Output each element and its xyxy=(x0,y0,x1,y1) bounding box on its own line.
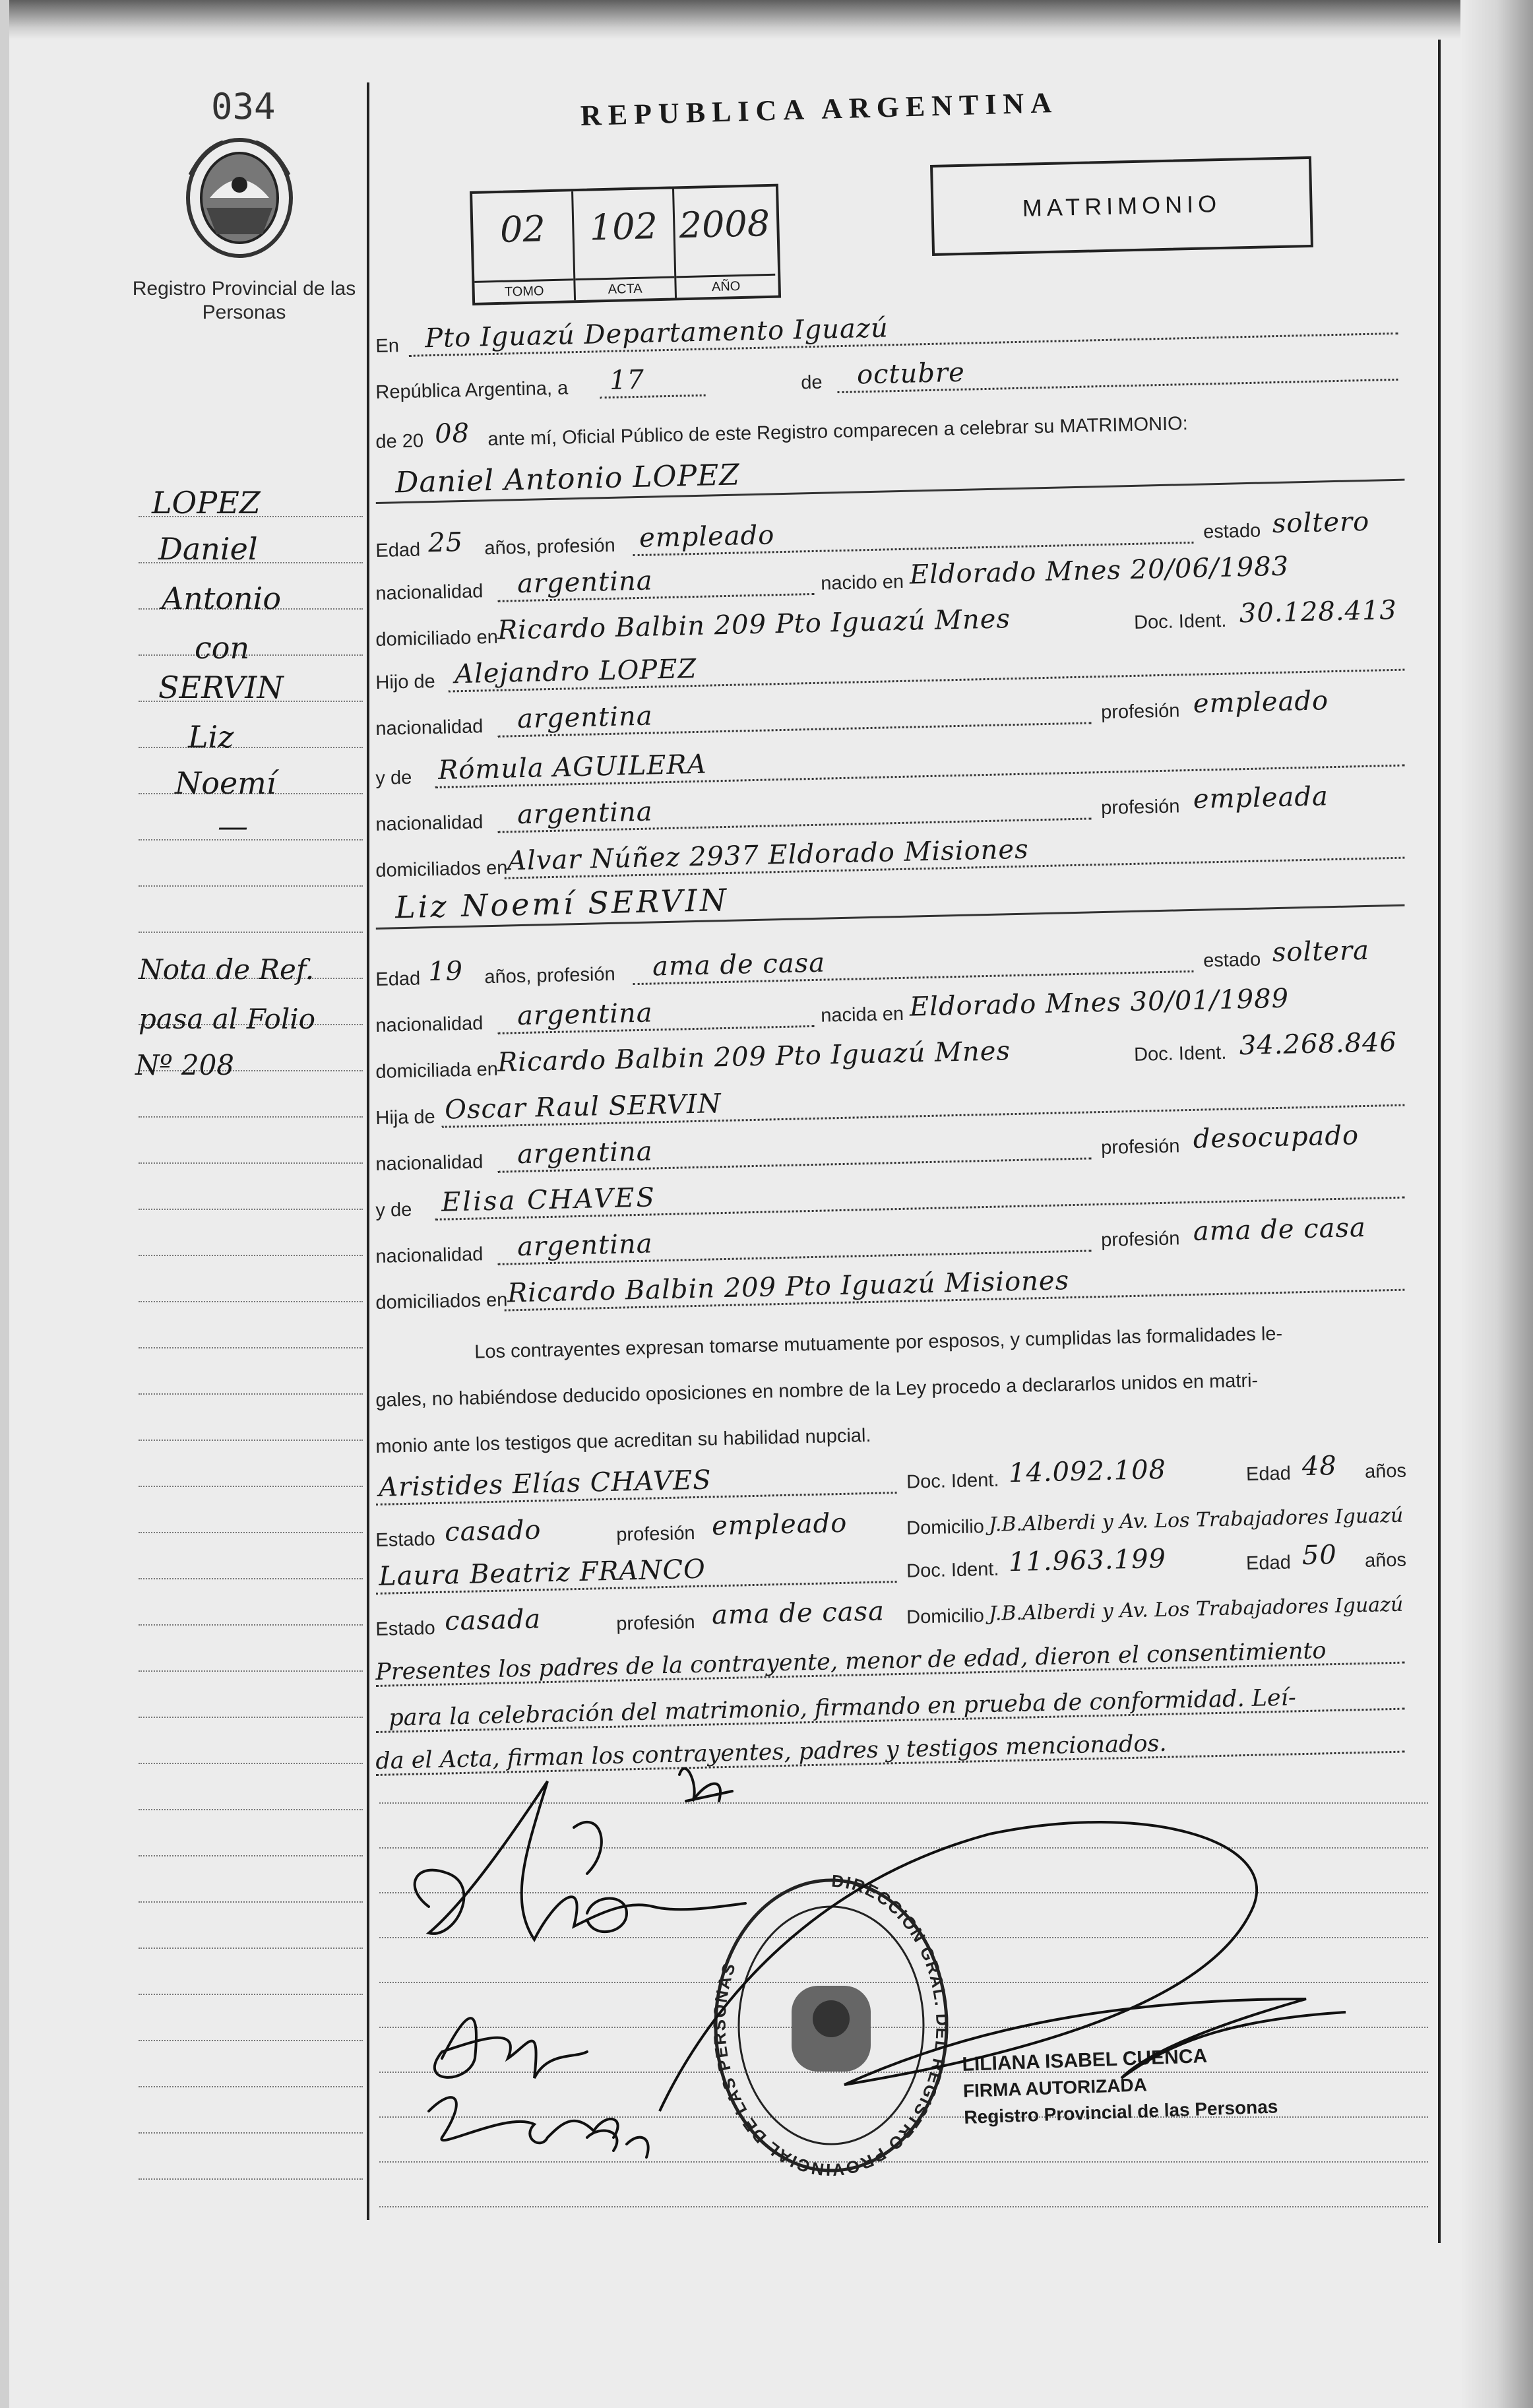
witness-1-doc: 14.092.108 xyxy=(1008,1454,1167,1489)
groom-nationality: argentina xyxy=(516,565,654,600)
witness-1-age: 48 xyxy=(1301,1450,1338,1482)
bride-father-nationality: argentina xyxy=(516,1136,654,1170)
anio-label: AÑO xyxy=(676,274,776,298)
groom-nationality-row: nacionalidad argentina nacido en Eldorado Mnes 20/06/1983 xyxy=(375,551,1290,605)
bride-doc: 34.268.846 xyxy=(1239,1027,1398,1061)
witness-1-profession: empleado xyxy=(711,1507,848,1542)
margin-rule xyxy=(139,745,363,748)
witness-2-profession: ama de casa xyxy=(711,1596,885,1631)
signature-6 xyxy=(587,2131,648,2157)
groom-mother-nationality: argentina xyxy=(516,796,654,831)
official-office: Registro Provincial de las Personas xyxy=(963,2096,1278,2128)
margin-rule xyxy=(139,1531,363,1533)
bride-mother-nationality: argentina xyxy=(516,1228,654,1263)
margin-rule xyxy=(139,1946,363,1949)
groom-age-row: Edad 25 años, profesión empleado estado soltero xyxy=(375,506,1370,562)
registry-name: Registro Provincial de las Personas xyxy=(132,278,356,323)
body-rule xyxy=(379,2205,1428,2207)
declaration-line-1: Los contrayentes expresan tomarse mutuamente por esposos, y cumplidas las formalidades le- xyxy=(474,1323,1283,1363)
margin-first-name-groom: Daniel xyxy=(158,531,258,567)
acta-value: 102 xyxy=(589,205,658,249)
scan-shadow-top xyxy=(0,0,1533,40)
bride-status: soltera xyxy=(1272,935,1370,968)
signature-4 xyxy=(435,2018,587,2078)
place-value: Pto Iguazú Departamento Iguazú xyxy=(424,313,889,354)
margin-surname-groom: LOPEZ xyxy=(152,485,261,521)
place-label: En xyxy=(375,335,400,358)
scan-edge-left xyxy=(0,0,9,2408)
margin-rule xyxy=(139,1992,363,1995)
margin-rule xyxy=(139,1808,363,1810)
margin-rule xyxy=(139,1854,363,1856)
margin-rule xyxy=(139,1715,363,1718)
bride-father: Oscar Raul SERVIN xyxy=(444,1089,722,1125)
margin-note-line-1: Nota de Ref. xyxy=(139,953,315,986)
witness-1-row: Aristides Elías CHAVES Doc. Ident. 14.092.108 Edad 48 años xyxy=(375,1441,1424,1511)
date-year-prefix: de 20 xyxy=(375,430,424,453)
bride-parents-dom-row: domiciliados en Ricardo Balbin 209 Pto Iguazú Misiones xyxy=(375,1250,1424,1319)
margin-rule xyxy=(139,930,363,933)
official-name: LILIANA ISABEL CUENCA xyxy=(962,2045,1208,2076)
margin-dash: — xyxy=(218,808,248,844)
tomo-value: 02 xyxy=(499,208,546,251)
margin-middle-name-bride: Noemí xyxy=(175,765,276,801)
declaration-line-3: monio ante los testigos que acreditan su habilidad nupcial. xyxy=(375,1424,871,1458)
bride-father-row: Hija de Oscar Raul SERVIN xyxy=(375,1065,1424,1135)
witness-2-detail-row: Estado casada profesión ama de casa Domicilio J.B.Alberdi y Av. Los Trabajadores Iguazú xyxy=(375,1593,1404,1641)
margin-note-line-3: Nº 208 xyxy=(135,1049,235,1081)
date-day: 17 xyxy=(609,364,645,396)
margin-rule xyxy=(139,1484,363,1487)
anio-value: 2008 xyxy=(678,202,770,247)
bride-age: 19 xyxy=(427,955,464,988)
margin-rule xyxy=(139,2085,363,2087)
date-tail: ante mí, Oficial Público de este Registro comparecen a celebrar su MATRIMONIO: xyxy=(487,413,1189,451)
margin-rule xyxy=(139,1115,363,1118)
bride-mother: Elisa CHAVES xyxy=(441,1182,657,1218)
margin-rule xyxy=(139,1207,363,1210)
bride-profession: ama de casa xyxy=(652,947,826,982)
official-title: FIRMA AUTORIZADA xyxy=(962,2074,1148,2101)
groom-mother-row: y de Rómula AGUILERA xyxy=(375,725,1424,795)
tomo-label: TOMO xyxy=(474,278,574,303)
bride-age-row: Edad 19 años, profesión ama de casa estado soltera xyxy=(375,935,1370,991)
witness-2-row: Laura Beatriz FRANCO Doc. Ident. 11.963.199 Edad 50 años xyxy=(375,1530,1424,1600)
tomo-cell xyxy=(472,191,576,303)
note-line-1: Presentes los padres de la contrayente, menor de edad, dieron el consentimiento xyxy=(375,1622,1424,1692)
margin-rule xyxy=(139,1161,363,1164)
groom-parents-dom-row: domiciliados en Alvar Núñez 2937 Eldorado Misiones xyxy=(375,817,1424,887)
groom-domicile: Ricardo Balbin 209 Pto Iguazú Mnes xyxy=(497,604,1011,646)
witness-1-name: Aristides Elías CHAVES xyxy=(378,1465,712,1503)
margin-rule xyxy=(139,653,363,656)
bride-mother-profession: ama de casa xyxy=(1193,1212,1367,1247)
bride-nationality: argentina xyxy=(516,998,654,1032)
margin-rule xyxy=(139,1253,363,1256)
margin-rule xyxy=(139,1438,363,1441)
scan-shadow-right xyxy=(1460,0,1533,2408)
folio-number: 034 xyxy=(211,86,276,127)
bride-mother-row: y de Elisa CHAVES xyxy=(375,1157,1424,1227)
margin-rule xyxy=(139,1300,363,1302)
witness-2-name: Laura Beatriz FRANCO xyxy=(378,1554,706,1592)
acta-cell xyxy=(573,189,677,300)
note-line-3: da el Acta, firman los contrayentes, padres y testigos mencionados. xyxy=(375,1711,1424,1781)
date-year-suffix: 08 xyxy=(434,418,470,449)
date-mid: de xyxy=(800,371,823,394)
bride-nationality-row: nacionalidad argentina nacida en Eldorado Mnes 30/01/1989 xyxy=(375,983,1290,1037)
groom-profession: empleado xyxy=(639,520,775,554)
groom-birthplace: Eldorado Mnes 20/06/1983 xyxy=(909,551,1290,590)
margin-middle-name-groom: Antonio xyxy=(162,581,282,616)
witness-2-doc: 11.963.199 xyxy=(1008,1543,1167,1578)
margin-rule xyxy=(139,1669,363,1672)
margin-note-line-2: pasa al Folio xyxy=(139,1003,315,1035)
witness-1-status: casado xyxy=(444,1515,542,1548)
margin-rule xyxy=(139,1346,363,1348)
anio-cell xyxy=(674,187,776,298)
signature-3 xyxy=(679,1769,732,1801)
groom-father: Alejandro LOPEZ xyxy=(454,653,697,690)
date-prefix: República Argentina, a xyxy=(375,377,569,404)
country-title: REPUBLICA ARGENTINA xyxy=(580,86,1059,132)
margin-surname-bride: SERVIN xyxy=(158,670,284,705)
margin-rule xyxy=(139,1392,363,1395)
groom-father-nat-row: nacionalidad argentina profesión empleado xyxy=(375,685,1329,740)
declaration-line-2: gales, no habiéndose deducido oposiciones en nombre de la Ley procedo a declararlos unidos en matri- xyxy=(375,1370,1259,1412)
note-line-2: para la celebración del matrimonio, firmando en prueba de conformidad. Leí- xyxy=(375,1668,1424,1738)
bride-name: Liz Noemí SERVIN xyxy=(394,881,730,926)
margin-rule xyxy=(139,1577,363,1579)
groom-mother-profession: empleada xyxy=(1193,781,1329,815)
groom-age: 25 xyxy=(427,526,464,559)
groom-parents-domicile: Alvar Núñez 2937 Eldorado Misiones xyxy=(507,834,1030,877)
margin-rule xyxy=(139,2177,363,2180)
witness-1-domicile: J.B.Alberdi y Av. Los Trabajadores Iguazú xyxy=(988,1504,1404,1537)
stamp-ring-text: DIRECCION GRAL. DEL REGISTRO PROVINCIAL DE LAS PERSONAS xyxy=(709,1870,953,2180)
margin-conjunction: con xyxy=(195,630,250,666)
groom-father-row: Hijo de Alejandro LOPEZ xyxy=(375,629,1424,699)
groom-father-nationality: argentina xyxy=(516,701,654,735)
record-type-box: MATRIMONIO xyxy=(930,156,1313,256)
bride-domicile-row: domiciliada en Ricardo Balbin 209 Pto Iguazú Mnes Doc. Ident. 34.268.846 xyxy=(375,1027,1398,1083)
witness-1-detail-row: Estado casado profesión empleado Domicilio J.B.Alberdi y Av. Los Trabajadores Iguazú xyxy=(375,1504,1404,1552)
groom-doc: 30.128.413 xyxy=(1239,594,1398,629)
margin-rule xyxy=(139,1900,363,1903)
official-signature-stroke xyxy=(646,1801,1372,2131)
witness-2-age: 50 xyxy=(1301,1539,1338,1571)
margin-rule xyxy=(139,1761,363,1764)
margin-column-rule xyxy=(367,82,369,2220)
bride-parents-domicile: Ricardo Balbin 209 Pto Iguazú Misiones xyxy=(507,1265,1070,1309)
groom-status: soltero xyxy=(1272,506,1370,540)
witness-2-status: casada xyxy=(444,1604,542,1637)
date-month: octubre xyxy=(856,357,966,391)
bride-mother-nat-row: nacionalidad argentina profesión ama de casa xyxy=(375,1212,1367,1268)
witness-2-domicile: J.B.Alberdi y Av. Los Trabajadores Iguazú xyxy=(988,1593,1404,1626)
groom-mother: Rómula AGUILERA xyxy=(437,749,707,786)
record-number-box xyxy=(470,184,781,305)
groom-mother-nat-row: nacionalidad argentina profesión empleada xyxy=(375,781,1329,836)
margin-rule xyxy=(139,838,363,840)
provincial-seal-icon xyxy=(183,135,296,261)
groom-name: Daniel Antonio LOPEZ xyxy=(394,458,741,500)
bride-domicile: Ricardo Balbin 209 Pto Iguazú Mnes xyxy=(497,1036,1011,1078)
margin-rule xyxy=(139,884,363,887)
acta-label: ACTA xyxy=(575,276,675,300)
bride-father-nat-row: nacionalidad argentina profesión desocupado xyxy=(375,1120,1360,1176)
groom-father-profession: empleado xyxy=(1193,685,1329,719)
bride-birthplace: Eldorado Mnes 30/01/1989 xyxy=(909,983,1290,1023)
bride-father-profession: desocupado xyxy=(1193,1120,1360,1155)
margin-first-name-bride: Liz xyxy=(188,719,234,755)
margin-rule xyxy=(139,1623,363,1626)
margin-rule xyxy=(139,2039,363,2041)
margin-rule xyxy=(139,2131,363,2134)
groom-domicile-row: domiciliado en Ricardo Balbin 209 Pto Iguazú Mnes Doc. Ident. 30.128.413 xyxy=(375,594,1398,651)
